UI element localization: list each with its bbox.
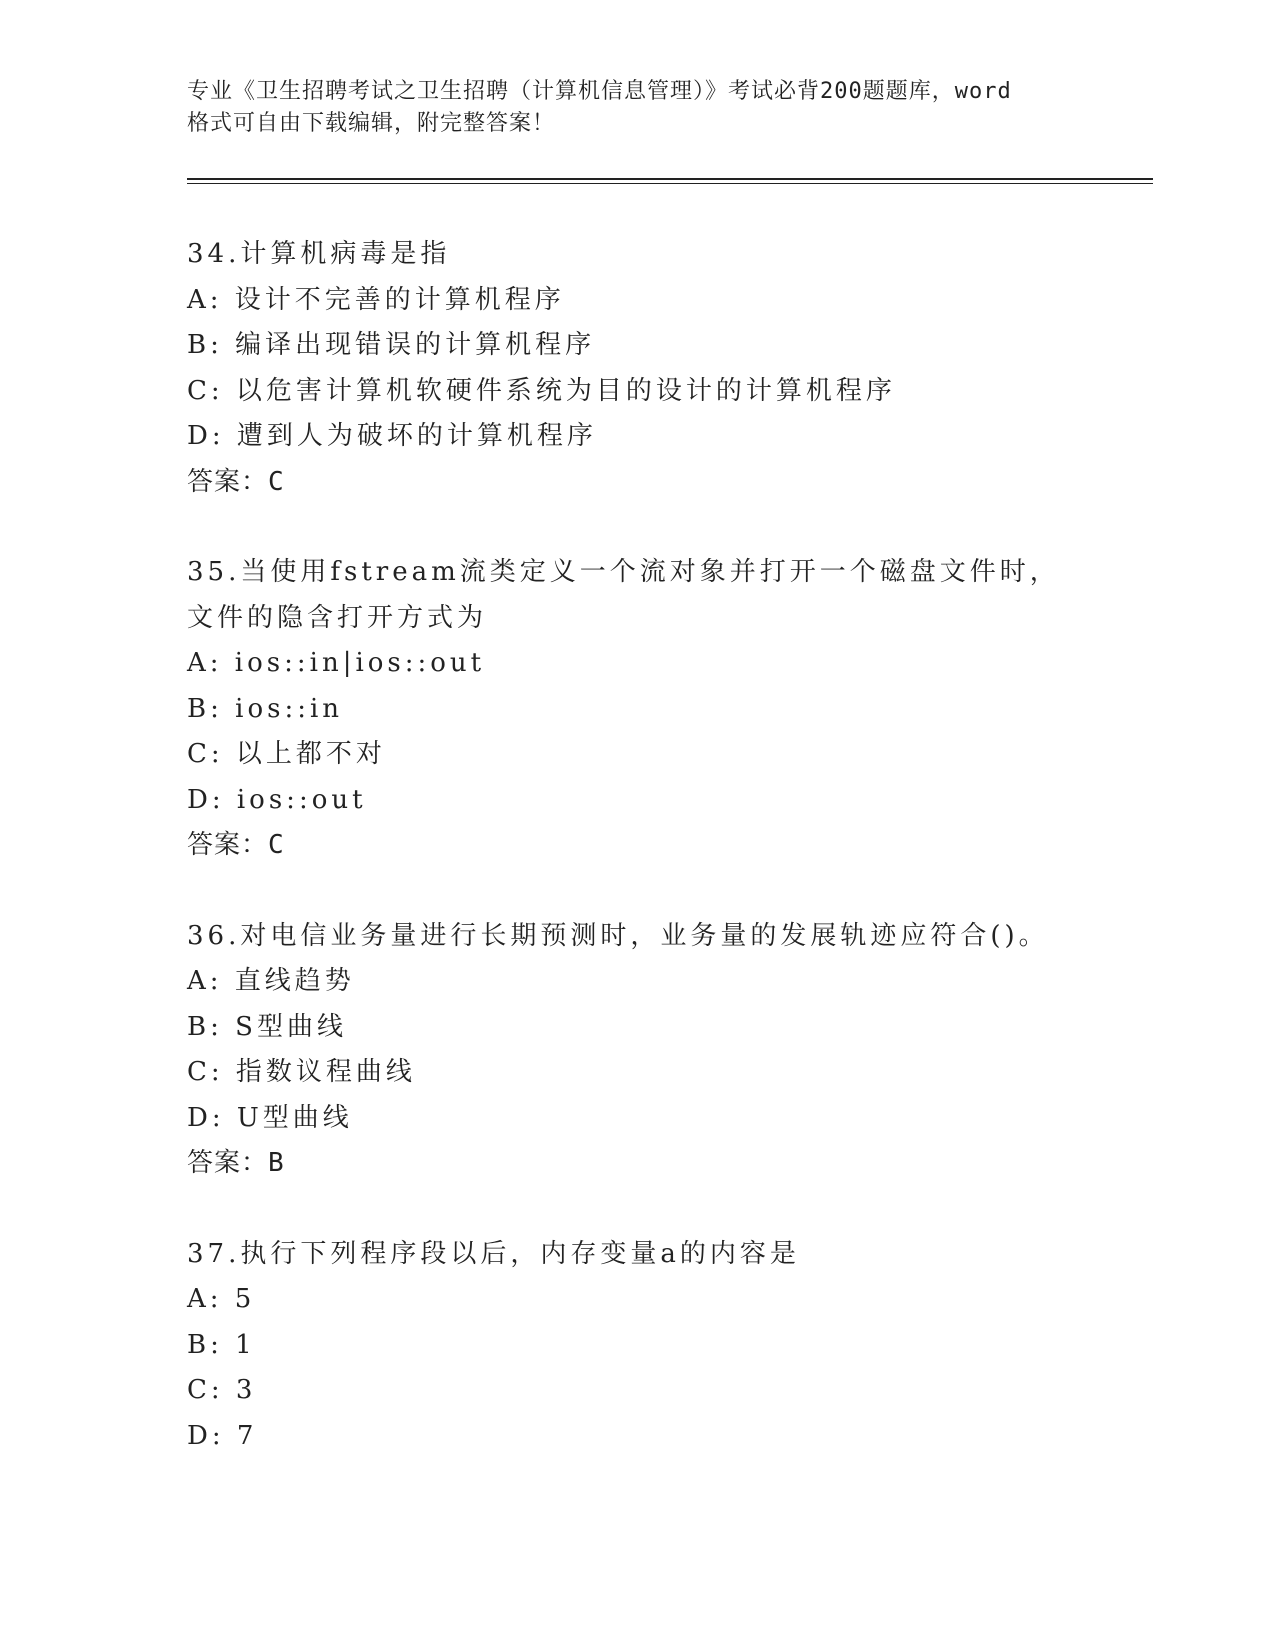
option-b: B: 1 bbox=[187, 1329, 256, 1360]
option-b: B: S型曲线 bbox=[187, 1011, 347, 1042]
option-d: D: U型曲线 bbox=[187, 1102, 353, 1133]
question-list bbox=[187, 232, 1087, 1504]
option-c: C: 以危害计算机软硬件系统为目的设计的计算机程序 bbox=[187, 375, 896, 406]
option-c: C: 3 bbox=[187, 1375, 257, 1405]
option-a: A: 直线趋势 bbox=[187, 966, 355, 996]
option-d: D: 7 bbox=[187, 1420, 258, 1451]
answer-line: 答案：C bbox=[187, 830, 285, 860]
answer-line: 答案：B bbox=[187, 1148, 285, 1178]
header-line-1: 专业《卫生招聘考试之卫生招聘（计算机信息管理）》考试必背200题题库，word bbox=[187, 79, 1012, 104]
option-d: D: 遭到人为破坏的计算机程序 bbox=[187, 421, 597, 451]
answer-line: 答案：C bbox=[187, 466, 285, 497]
question-stem: 34.计算机病毒是指 bbox=[187, 239, 451, 269]
question-stem: 36.对电信业务量进行长期预测时，业务量的发展轨迹应符合()。 bbox=[187, 920, 1049, 951]
option-d: D: ios::out bbox=[187, 784, 367, 815]
option-b: B: ios::in bbox=[187, 693, 344, 724]
question-37 bbox=[187, 1232, 1087, 1460]
header-line-2: 格式可自由下载编辑，附完整答案！ bbox=[187, 111, 556, 136]
option-a: A: 5 bbox=[187, 1284, 256, 1314]
document-header bbox=[187, 76, 1087, 140]
question-34 bbox=[187, 232, 1087, 505]
option-a: A: 设计不完善的计算机程序 bbox=[187, 284, 565, 315]
question-stem: 35.当使用fstream流类定义一个流对象并打开一个磁盘文件时，文件的隐含打开方式为 bbox=[187, 557, 1060, 633]
question-35 bbox=[187, 550, 1087, 869]
option-c: C: 指数议程曲线 bbox=[187, 1057, 416, 1087]
option-a: A: ios::in|ios::out bbox=[187, 648, 486, 678]
question-stem: 37.执行下列程序段以后，内存变量a的内容是 bbox=[187, 1238, 800, 1269]
question-36 bbox=[187, 914, 1087, 1187]
option-c: C: 以上都不对 bbox=[187, 739, 386, 769]
option-b: B: 编译出现错误的计算机程序 bbox=[187, 330, 596, 360]
header-divider bbox=[187, 178, 1153, 184]
